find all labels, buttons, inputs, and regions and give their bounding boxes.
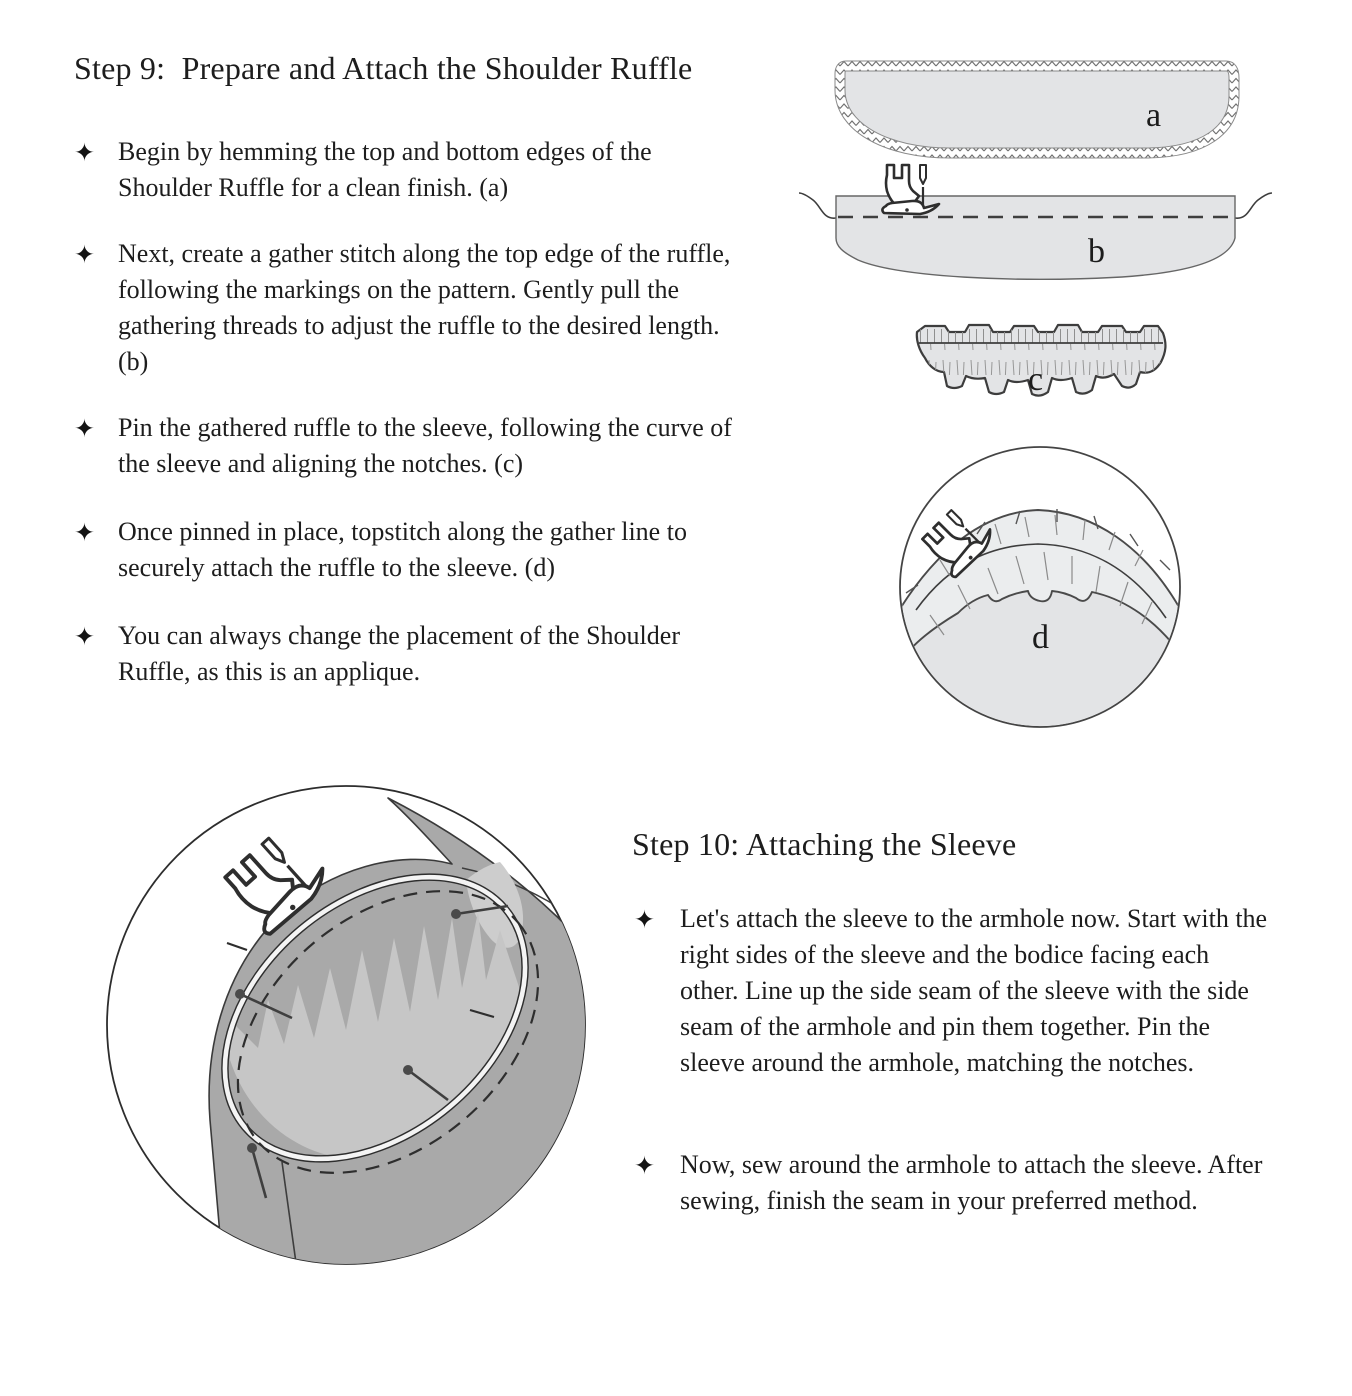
gather-thread-right: [1235, 193, 1272, 218]
presser-foot-icon: [882, 165, 939, 214]
bullet-text: Pin the gathered ruffle to the sleeve, following the curve of the sleeve and aligning the notches. (c): [118, 413, 732, 478]
figure-a-label: a: [1146, 97, 1162, 134]
figure-c-gathered-ruffle: [917, 325, 1166, 398]
star-bullet-icon: ✦: [74, 622, 95, 651]
figure-a-hemmed-ruffle: [840, 66, 1234, 153]
bullet-text: Begin by hemming the top and bottom edges of the Shoulder Ruffle for a clean finish. (a): [118, 137, 652, 202]
figure-d-topstitch-detail: [892, 447, 1185, 735]
figure-sleeve-pinning-detail: [107, 786, 660, 1310]
star-bullet-icon: ✦: [74, 414, 95, 443]
fabric-piece: [840, 66, 1234, 153]
figure-c-label: c: [1028, 361, 1044, 398]
star-bullet-icon: ✦: [634, 1151, 655, 1180]
figure-d-label: d: [1032, 619, 1049, 656]
bullet-text: Let's attach the sleeve to the armhole now. Start with the right sides of the sleeve and the bodice facing each other. Line up the side seam of the sleeve with the side seam of the armhole and pin them together. Pin the sleeve around the armhole, matching the notches.: [680, 904, 1268, 1077]
figure-b-gather-stitch: [799, 165, 1272, 279]
star-bullet-icon: ✦: [634, 905, 655, 934]
bullet-text: Once pinned in place, topstitch along the gather line to securely attach the ruffle to the sleeve. (d): [118, 517, 687, 582]
star-bullet-icon: ✦: [74, 518, 95, 547]
bullet-text: Next, create a gather stitch along the top edge of the ruffle, following the markings on the pattern. Gently pull the gathering threads to adjust the ruffle to the desired length. (b): [118, 239, 731, 376]
step10-title: Step 10: Attaching the Sleeve: [632, 826, 1017, 862]
bullet-text: Now, sew around the armhole to attach the sleeve. After sewing, finish the seam in your preferred method.: [680, 1150, 1263, 1215]
star-bullet-icon: ✦: [74, 138, 95, 167]
star-bullet-icon: ✦: [74, 240, 95, 269]
gather-thread-left: [799, 193, 836, 218]
step9-title: Step 9: Prepare and Attach the Shoulder Ruffle: [74, 50, 693, 86]
figure-b-label: b: [1088, 233, 1105, 270]
bullet-text: You can always change the placement of the Shoulder Ruffle, as this is an applique.: [118, 621, 680, 686]
